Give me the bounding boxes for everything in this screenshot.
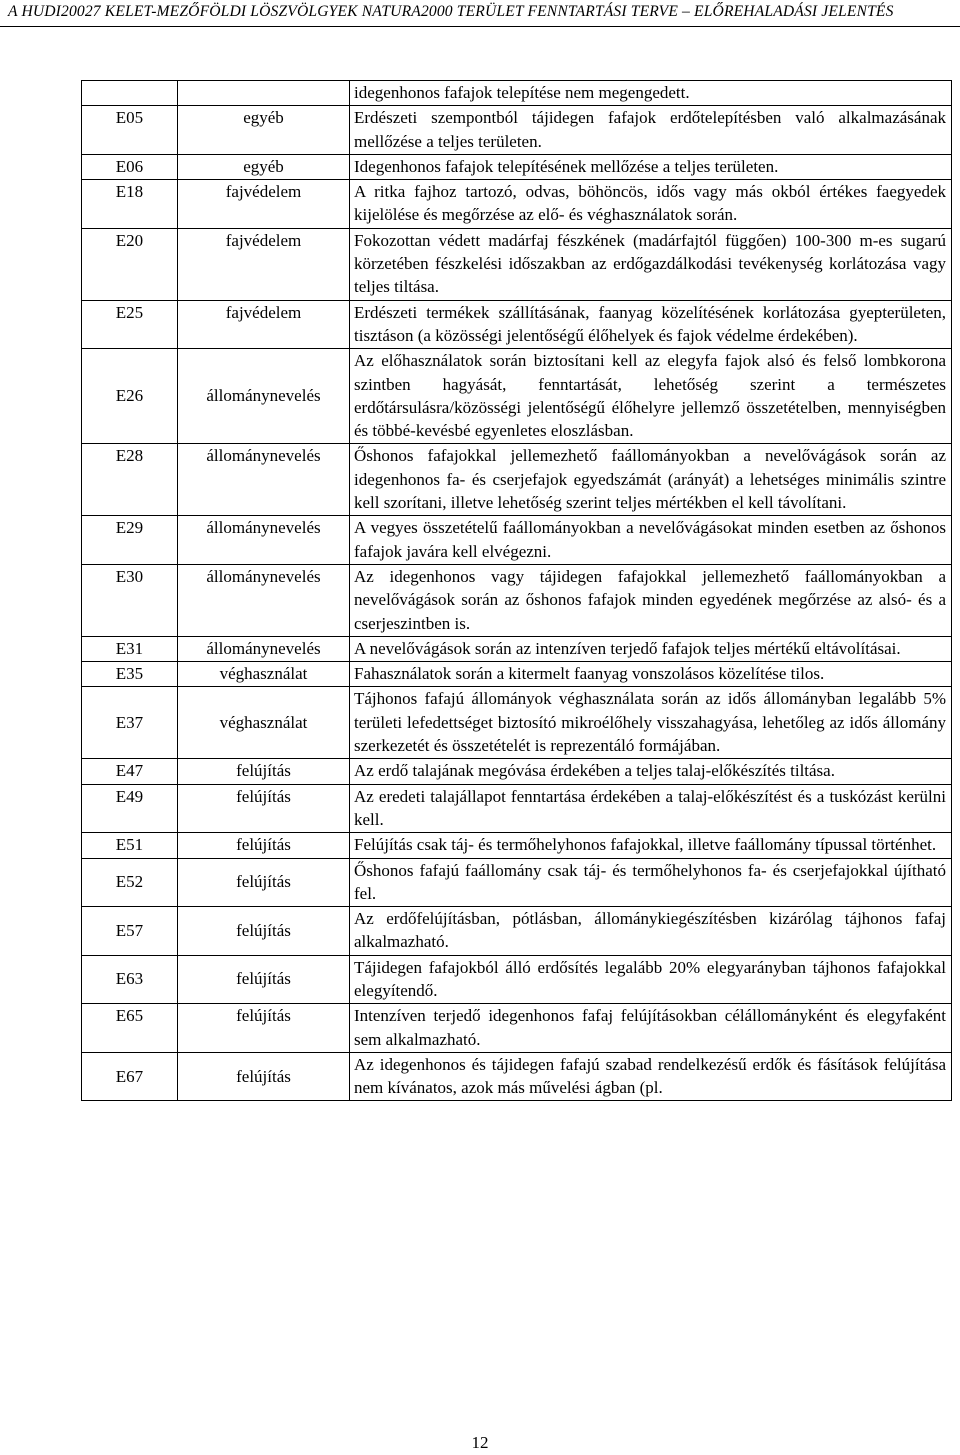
table-row [82, 662, 952, 687]
table-row [82, 1052, 952, 1101]
measure-type: egyéb [178, 154, 350, 179]
header-title: A HUDI20027 KELET-MEZŐFÖLDI LÖSZVÖLGYEK NATURA2000 TERÜLET FENNTARTÁSI TERVE – ELŐREHALADÁSI JELENTÉS [8, 3, 894, 20]
measure-description: Intenzíven terjedő idegenhonos fafaj felújításokban célállományként és elegyfaként sem alkalmazható. [350, 1004, 952, 1053]
measure-code: E52 [82, 858, 178, 907]
measure-type: véghasználat [178, 662, 350, 687]
measure-description: Őshonos fafajú faállomány csak táj- és termőhelyhonos fa- és cserjefajokkal újítható fel. [350, 858, 952, 907]
measure-type: állománynevelés [178, 564, 350, 636]
measure-description: Őshonos fafajokkal jellemezhető faállományokban a nevelővágások során az idegenhonos fa- és cserjefajok egyedszámát (arányát) a lehetséges minimális szintre kell szorítani, illetve lehetőség szerint teljes mértékben el kell távolítani. [350, 444, 952, 516]
measure-type: állománynevelés [178, 636, 350, 661]
table-row [82, 759, 952, 784]
measure-description: idegenhonos fafajok telepítése nem megengedett. [350, 81, 952, 106]
measure-code: E51 [82, 833, 178, 858]
measure-description: Erdészeti termékek szállításának, faanyag közelítésének korlátozása gyepterületen, tisztáson (a közösségi jelentőségű élőhelyek és fajok védelme érdekében). [350, 300, 952, 349]
measure-code: E29 [82, 516, 178, 565]
table-row [82, 154, 952, 179]
measure-type: fajvédelem [178, 180, 350, 229]
measure-code: E67 [82, 1052, 178, 1101]
measure-description: Tájidegen fafajokból álló erdősítés legalább 20% elegyarányban tájhonos fafajokkal elegyítendő. [350, 955, 952, 1004]
table-row [82, 180, 952, 229]
measure-code: E65 [82, 1004, 178, 1053]
measure-code: E30 [82, 564, 178, 636]
measure-description: Az eredeti talajállapot fenntartása érdekében a talaj-előkészítést és a tuskózást kerülni kell. [350, 784, 952, 833]
measure-type: fajvédelem [178, 228, 350, 300]
table-row [82, 833, 952, 858]
measures-table-body [82, 81, 952, 1101]
measure-type: felújítás [178, 907, 350, 956]
measure-type: állománynevelés [178, 349, 350, 444]
table-row [82, 858, 952, 907]
page-header [0, 0, 960, 27]
measure-code: E31 [82, 636, 178, 661]
measure-description: Az idegenhonos vagy tájidegen fafajokkal jellemezhető faállományokban a nevelővágások során az őshonos fafajok minden egyedének megőrzése az alsó- és a cserjeszintben is. [350, 564, 952, 636]
table-row [82, 784, 952, 833]
measure-code: E18 [82, 180, 178, 229]
table-row [82, 349, 952, 444]
measure-code: E63 [82, 955, 178, 1004]
measures-table [81, 80, 952, 1101]
measure-type: állománynevelés [178, 444, 350, 516]
measure-type: felújítás [178, 759, 350, 784]
table-row [82, 564, 952, 636]
measure-code [82, 81, 178, 106]
measure-type: véghasználat [178, 687, 350, 759]
measure-type: fajvédelem [178, 300, 350, 349]
measure-code: E49 [82, 784, 178, 833]
measure-type [178, 81, 350, 106]
table-row [82, 907, 952, 956]
measure-description: Az erdőfelújításban, pótlásban, állománykiegészítésben kizárólag tájhonos fafaj alkalmazható. [350, 907, 952, 956]
measure-type: állománynevelés [178, 516, 350, 565]
measure-type: felújítás [178, 1004, 350, 1053]
measure-description: Erdészeti szempontból tájidegen fafajok erdőtelepítésben való alkalmazásának mellőzése a teljes területen. [350, 106, 952, 155]
table-row [82, 81, 952, 106]
measure-type: felújítás [178, 833, 350, 858]
measure-code: E35 [82, 662, 178, 687]
measure-type: felújítás [178, 955, 350, 1004]
measure-code: E37 [82, 687, 178, 759]
measure-type: egyéb [178, 106, 350, 155]
measure-type: felújítás [178, 784, 350, 833]
measure-description: Felújítás csak táj- és termőhelyhonos fafajokkal, illetve faállomány típussal történhet. [350, 833, 952, 858]
measure-type: felújítás [178, 1052, 350, 1101]
measure-code: E47 [82, 759, 178, 784]
measure-code: E25 [82, 300, 178, 349]
measure-description: Tájhonos fafajú állományok véghasználata során az idős állományban legalább 5% területi lefedettséget biztosító mikroélőhely visszahagyása, lehetőleg az idős állomány szerkezetét és összetételét is reprezentáló formájában. [350, 687, 952, 759]
measure-description: Idegenhonos fafajok telepítésének mellőzése a teljes területen. [350, 154, 952, 179]
measure-description: Az erdő talajának megóvása érdekében a teljes talaj-előkészítés tiltása. [350, 759, 952, 784]
measure-description: A nevelővágások során az intenzíven terjedő fafajok teljes mértékű eltávolításai. [350, 636, 952, 661]
measure-description: Az idegenhonos és tájidegen fafajú szabad rendelkezésű erdők és fásítások felújítása nem kívánatos, azok más művelési ágban (pl. [350, 1052, 952, 1101]
measure-type: felújítás [178, 858, 350, 907]
table-row [82, 444, 952, 516]
measure-description: Fokozottan védett madárfaj fészkének (madárfajtól függően) 100-300 m-es sugarú körzetében fészkelési időszakban az erdőgazdálkodási tevékenység korlátozása vagy teljes tiltása. [350, 228, 952, 300]
measure-description: Az előhasználatok során biztosítani kell az elegyfa fajok alsó és felső lombkorona szintben hagyását, fenntartását, lehetőség szerint a természetes erdőtársulásra/közösségi jelentőségű élőhelyre jellemző összetételben, mennyiségben és többé-kevésbé egyenletes eloszlásban. [350, 349, 952, 444]
measure-code: E26 [82, 349, 178, 444]
measure-description: A ritka fajhoz tartozó, odvas, böhöncös, idős vagy más okból értékes faegyedek kijelölése és megőrzése az elő- és véghasználatok során. [350, 180, 952, 229]
page-number: 12 [471, 1433, 489, 1452]
table-row [82, 636, 952, 661]
measure-code: E06 [82, 154, 178, 179]
table-row [82, 687, 952, 759]
table-row [82, 106, 952, 155]
measure-code: E20 [82, 228, 178, 300]
measure-description: A vegyes összetételű faállományokban a nevelővágásokat minden esetben az őshonos fafajok javára kell elvégezni. [350, 516, 952, 565]
measure-code: E05 [82, 106, 178, 155]
table-row [82, 300, 952, 349]
table-row [82, 955, 952, 1004]
table-row [82, 516, 952, 565]
measure-description: Fahasználatok során a kitermelt faanyag vonszolásos közelítése tilos. [350, 662, 952, 687]
measure-code: E28 [82, 444, 178, 516]
measure-code: E57 [82, 907, 178, 956]
table-row [82, 228, 952, 300]
table-row [82, 1004, 952, 1053]
